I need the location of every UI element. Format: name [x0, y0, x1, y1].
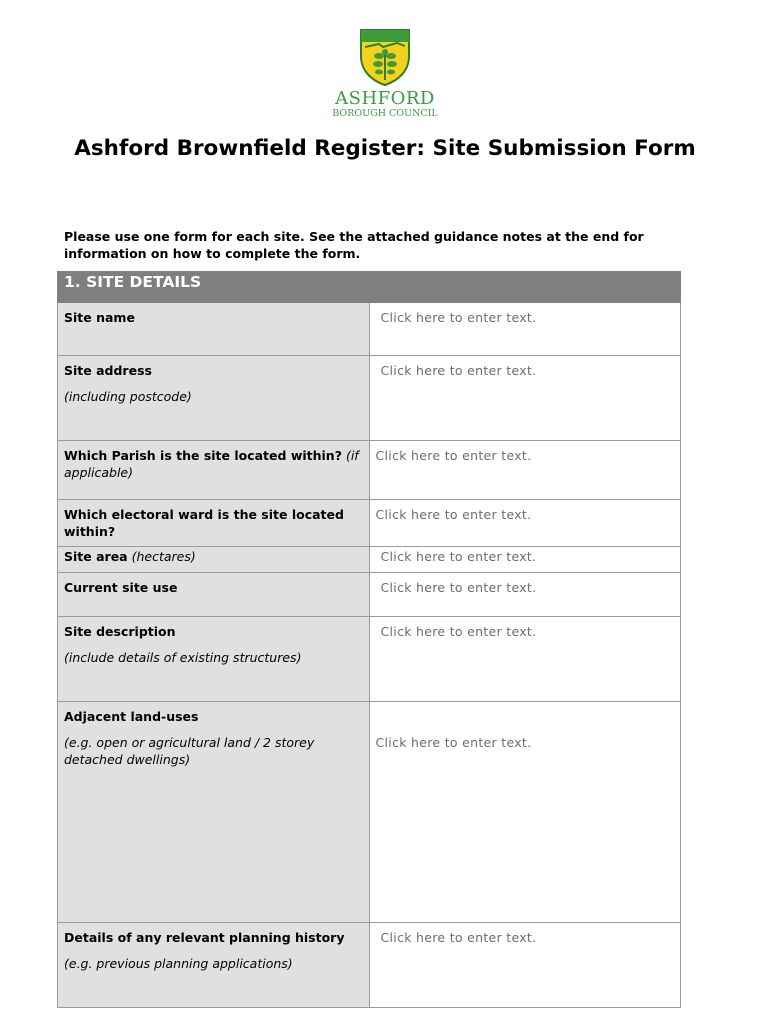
- table-row: [58, 441, 681, 500]
- logo-subtitle: BOROUGH COUNCIL: [332, 108, 438, 119]
- planning-history-field[interactable]: Click here to enter text.: [369, 923, 681, 1008]
- page-title: Ashford Brownfield Register: Site Submission Form: [74, 136, 696, 161]
- parish-label: Which Parish is the site located within?: [64, 448, 342, 463]
- adjacent-land-uses-field[interactable]: [369, 702, 681, 923]
- site-description-label: Site description: [64, 624, 176, 639]
- table-row: [58, 303, 681, 356]
- site-description-field[interactable]: Click here to enter text.: [369, 617, 681, 702]
- site-details-table: [57, 271, 681, 1008]
- table-row: [58, 356, 681, 441]
- table-row: [58, 617, 681, 702]
- current-use-field[interactable]: Click here to enter text.: [369, 573, 681, 617]
- intro-text: Please use one form for each site. See the attached guidance notes at the end for information on how to complete the form.: [64, 229, 644, 261]
- section-header-row: [58, 272, 681, 303]
- row-label: [58, 617, 370, 702]
- table-row: [58, 547, 681, 573]
- parish-field[interactable]: Click here to enter text.: [369, 441, 681, 500]
- site-area-label: Site area: [64, 549, 128, 564]
- table-row: [58, 702, 681, 923]
- row-label: [58, 441, 370, 500]
- site-address-label: Site address: [64, 363, 152, 378]
- council-logo: [300, 28, 470, 119]
- site-area-field[interactable]: Click here to enter text.: [369, 547, 681, 573]
- site-address-note: (including postcode): [64, 389, 192, 404]
- ward-field[interactable]: Click here to enter text.: [369, 500, 681, 547]
- table-row: [58, 500, 681, 547]
- table-row: [58, 923, 681, 1008]
- parish-suffix: (if applicable): [64, 448, 359, 480]
- row-label: [58, 573, 370, 617]
- planning-history-label: Details of any relevant planning history: [64, 930, 345, 945]
- row-label: [58, 500, 370, 547]
- site-name-field[interactable]: Click here to enter text.: [369, 303, 681, 356]
- planning-history-note: (e.g. previous planning applications): [64, 956, 293, 971]
- site-description-note: (include details of existing structures): [64, 650, 302, 665]
- adjacent-land-uses-note: (e.g. open or agricultural land / 2 storey detached dwellings): [64, 735, 315, 767]
- table-row: [58, 573, 681, 617]
- row-label: [58, 303, 370, 356]
- row-label: [58, 547, 370, 573]
- logo-name: ASHFORD: [335, 88, 435, 109]
- adjacent-land-uses-placeholder: Click here to enter text.: [375, 735, 532, 750]
- row-label: [58, 923, 370, 1008]
- site-name-label: Site name: [64, 310, 135, 325]
- section-header: 1. SITE DETAILS: [58, 272, 681, 303]
- row-label: [58, 356, 370, 441]
- site-area-suffix: (hectares): [131, 549, 196, 564]
- current-use-label: Current site use: [64, 580, 178, 595]
- adjacent-land-uses-label: Adjacent land-uses: [64, 709, 199, 724]
- row-label: [58, 702, 370, 923]
- ward-label: Which electoral ward is the site located within?: [64, 507, 344, 539]
- site-address-field[interactable]: Click here to enter text.: [369, 356, 681, 441]
- coat-of-arms-icon: [359, 28, 411, 86]
